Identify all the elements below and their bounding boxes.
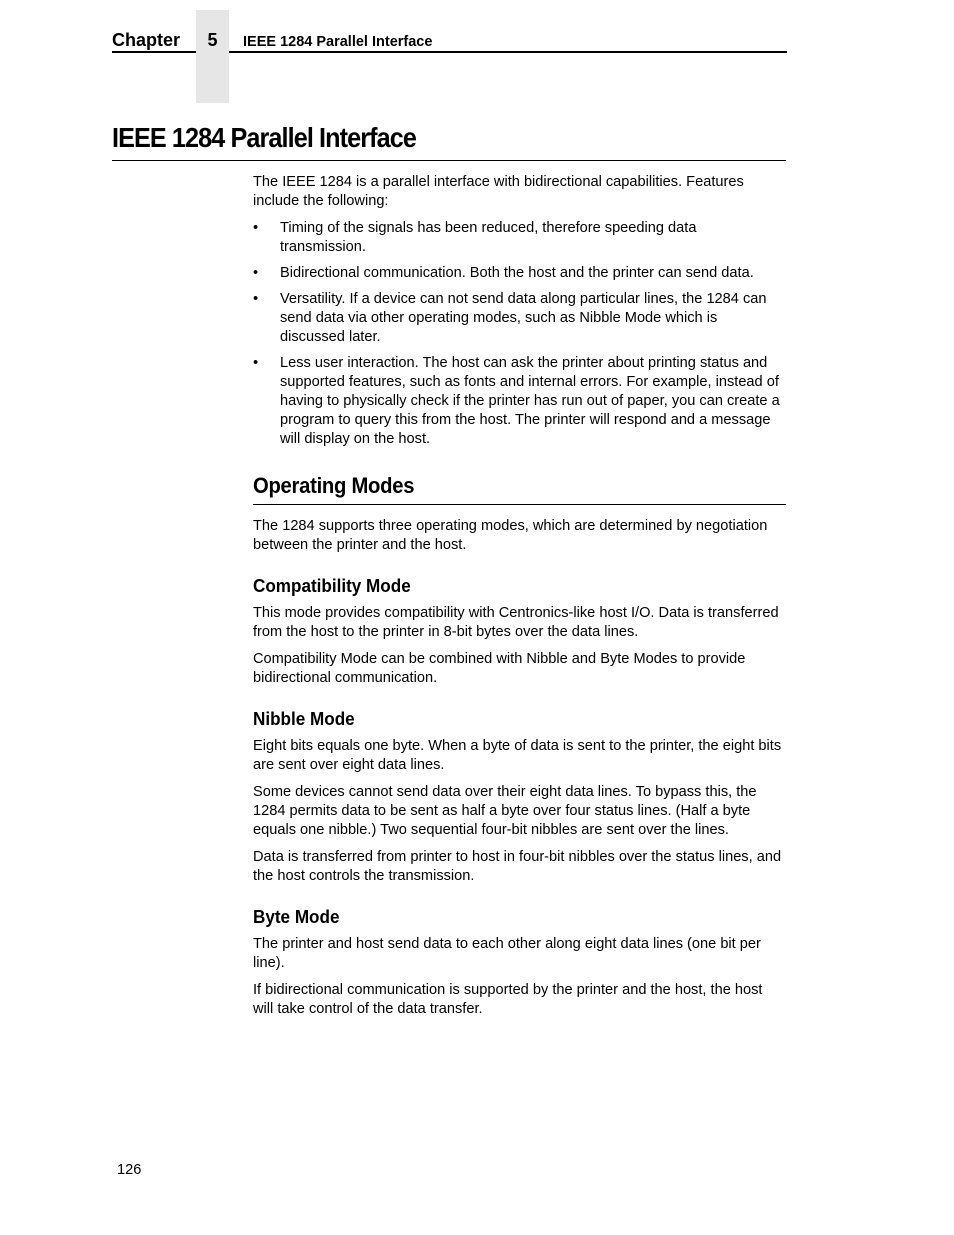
header-rule [229,51,787,53]
nibble-paragraph: Eight bits equals one byte. When a byte of data is sent to the printer, the eight bits are sent over eight data lines. [253,738,782,773]
byte-mode-heading: Byte Mode [253,907,340,927]
feature-list [253,219,786,449]
nibble-mode-heading: Nibble Mode [253,709,355,729]
list-item [253,290,786,347]
bullet-icon: • [253,355,259,371]
nibble-paragraph: Some devices cannot send data over their eight data lines. To bypass this, the 1284 permits data to be sent as half a byte over four status lines. (Half a byte equals one nibble.) Two sequential four-bit nibbles are sent over the lines. [253,784,757,838]
running-title: IEEE 1284 Parallel Interface [243,34,433,50]
compatibility-paragraph: This mode provides compatibility with Centronics-like host I/O. Data is transferred from the host to the printer in 8-bit bytes over the data lines. [253,605,779,640]
list-item-text: Timing of the signals has been reduced, therefore speeding data transmission. [280,220,697,255]
list-item-text: Versatility. If a device can not send data along particular lines, the 1284 can send data via other operating modes, such as Nibble Mode which is discussed later. [280,291,767,345]
byte-paragraph: The printer and host send data to each other along eight data lines (one bit per line). [253,936,761,971]
bullet-icon: • [253,220,259,236]
nibble-paragraph: Data is transferred from printer to host in four-bit nibbles over the status lines, and the host controls the transmission. [253,849,782,884]
list-item [253,264,786,283]
operating-modes-heading: Operating Modes [253,473,415,498]
list-item [253,354,786,449]
list-item [253,219,786,257]
title-rule [112,160,786,161]
page-number: 126 [117,1162,142,1178]
compatibility-paragraph: Compatibility Mode can be combined with Nibble and Byte Modes to provide bidirectional communication. [253,651,746,686]
chapter-tab [196,10,229,103]
header-rule [112,51,196,53]
chapter-number: 5 [207,30,218,50]
main-content [253,173,786,1027]
bullet-icon: • [253,265,259,281]
byte-paragraph: If bidirectional communication is supported by the printer and the host, the host will take control of the data transfer. [253,982,763,1017]
compatibility-mode-heading: Compatibility Mode [253,576,411,596]
section-rule [253,504,786,505]
page-title: IEEE 1284 Parallel Interface [112,122,417,153]
list-item-text: Less user interaction. The host can ask the printer about printing status and supported features, such as fonts and internal errors. For example, instead of having to physically check if the printer has run out of paper, you can create a program to query this from the host. The printer will respond and a message will display on the host. [280,355,780,447]
list-item-text: Bidirectional communication. Both the host and the printer can send data. [280,265,754,281]
intro-paragraph: The IEEE 1284 is a parallel interface with bidirectional capabilities. Features include the following: [253,174,744,209]
operating-modes-paragraph: The 1284 supports three operating modes, which are determined by negotiation between the printer and the host. [253,518,768,553]
bullet-icon: • [253,291,259,307]
chapter-label: Chapter [112,30,181,50]
